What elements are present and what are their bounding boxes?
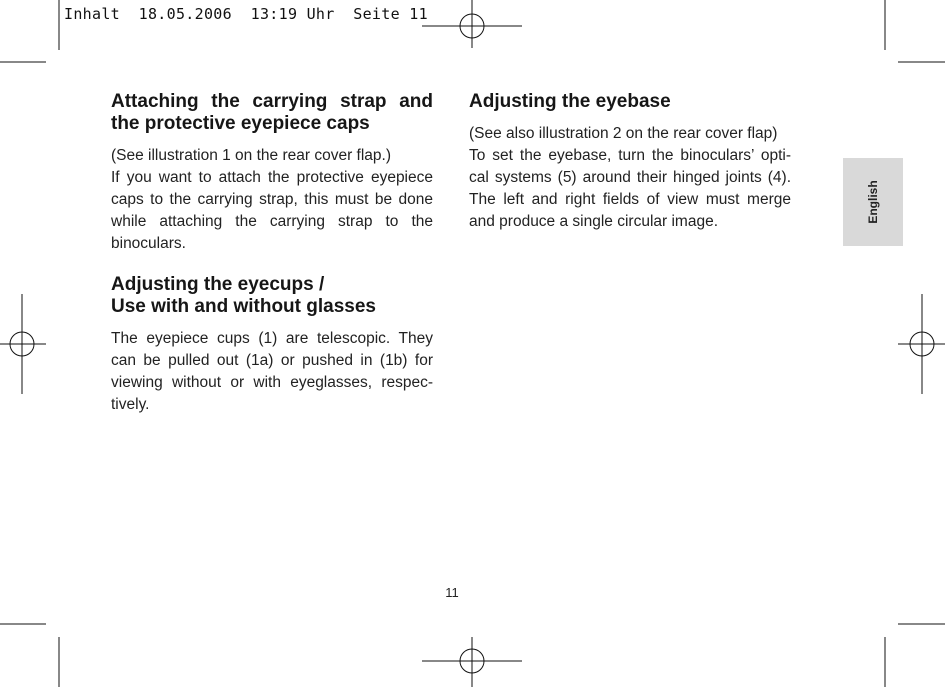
body-line: cal systems (5) around their hinged joints (4). bbox=[469, 169, 791, 186]
body-line: To set the eyebase, turn the binoculars’ opti- bbox=[469, 147, 791, 164]
left-column bbox=[111, 91, 433, 416]
registration-mark-top bbox=[422, 0, 522, 48]
language-tab-label: English bbox=[866, 180, 880, 224]
heading-eyebase: Adjusting the eyebase bbox=[469, 91, 671, 112]
illustration-note: (See also illustration 2 on the rear cover flap) bbox=[469, 125, 778, 142]
body-line: while attaching the carrying strap to the bbox=[111, 213, 433, 230]
body-line: If you want to attach the protective eyepiece bbox=[111, 169, 433, 186]
page-number: 11 bbox=[445, 585, 459, 600]
right-column bbox=[469, 91, 791, 233]
body-line: The left and right fields of view must merge bbox=[469, 191, 791, 208]
registration-mark-left bbox=[0, 294, 46, 394]
heading-line: Use with and without glasses bbox=[111, 296, 376, 317]
body-line: tively. bbox=[111, 396, 150, 413]
heading-line: the protective eyepiece caps bbox=[111, 113, 370, 134]
heading-carrying-strap bbox=[111, 91, 433, 135]
registration-mark-bottom bbox=[422, 637, 522, 687]
heading-line: Adjusting the eyecups / bbox=[111, 274, 325, 295]
section-gap bbox=[111, 255, 433, 274]
body-line: and produce a single circular image. bbox=[469, 213, 718, 230]
heading-line: Attaching the carrying strap and bbox=[111, 91, 433, 112]
body-line: binoculars. bbox=[111, 235, 186, 252]
registration-mark-right bbox=[898, 294, 945, 394]
print-slug-line: Inhalt 18.05.2006 13:19 Uhr Seite 11 bbox=[64, 5, 428, 23]
body-line: viewing without or with eyeglasses, respec- bbox=[111, 374, 433, 391]
body-line: caps to the carrying strap, this must be done bbox=[111, 191, 433, 208]
body-line: can be pulled out (1a) or pushed in (1b) for bbox=[111, 352, 433, 369]
language-tab bbox=[843, 158, 903, 246]
body-line: The eyepiece cups (1) are telescopic. They bbox=[111, 330, 433, 347]
illustration-note: (See illustration 1 on the rear cover flap.) bbox=[111, 147, 391, 164]
heading-eyecups bbox=[111, 274, 433, 318]
